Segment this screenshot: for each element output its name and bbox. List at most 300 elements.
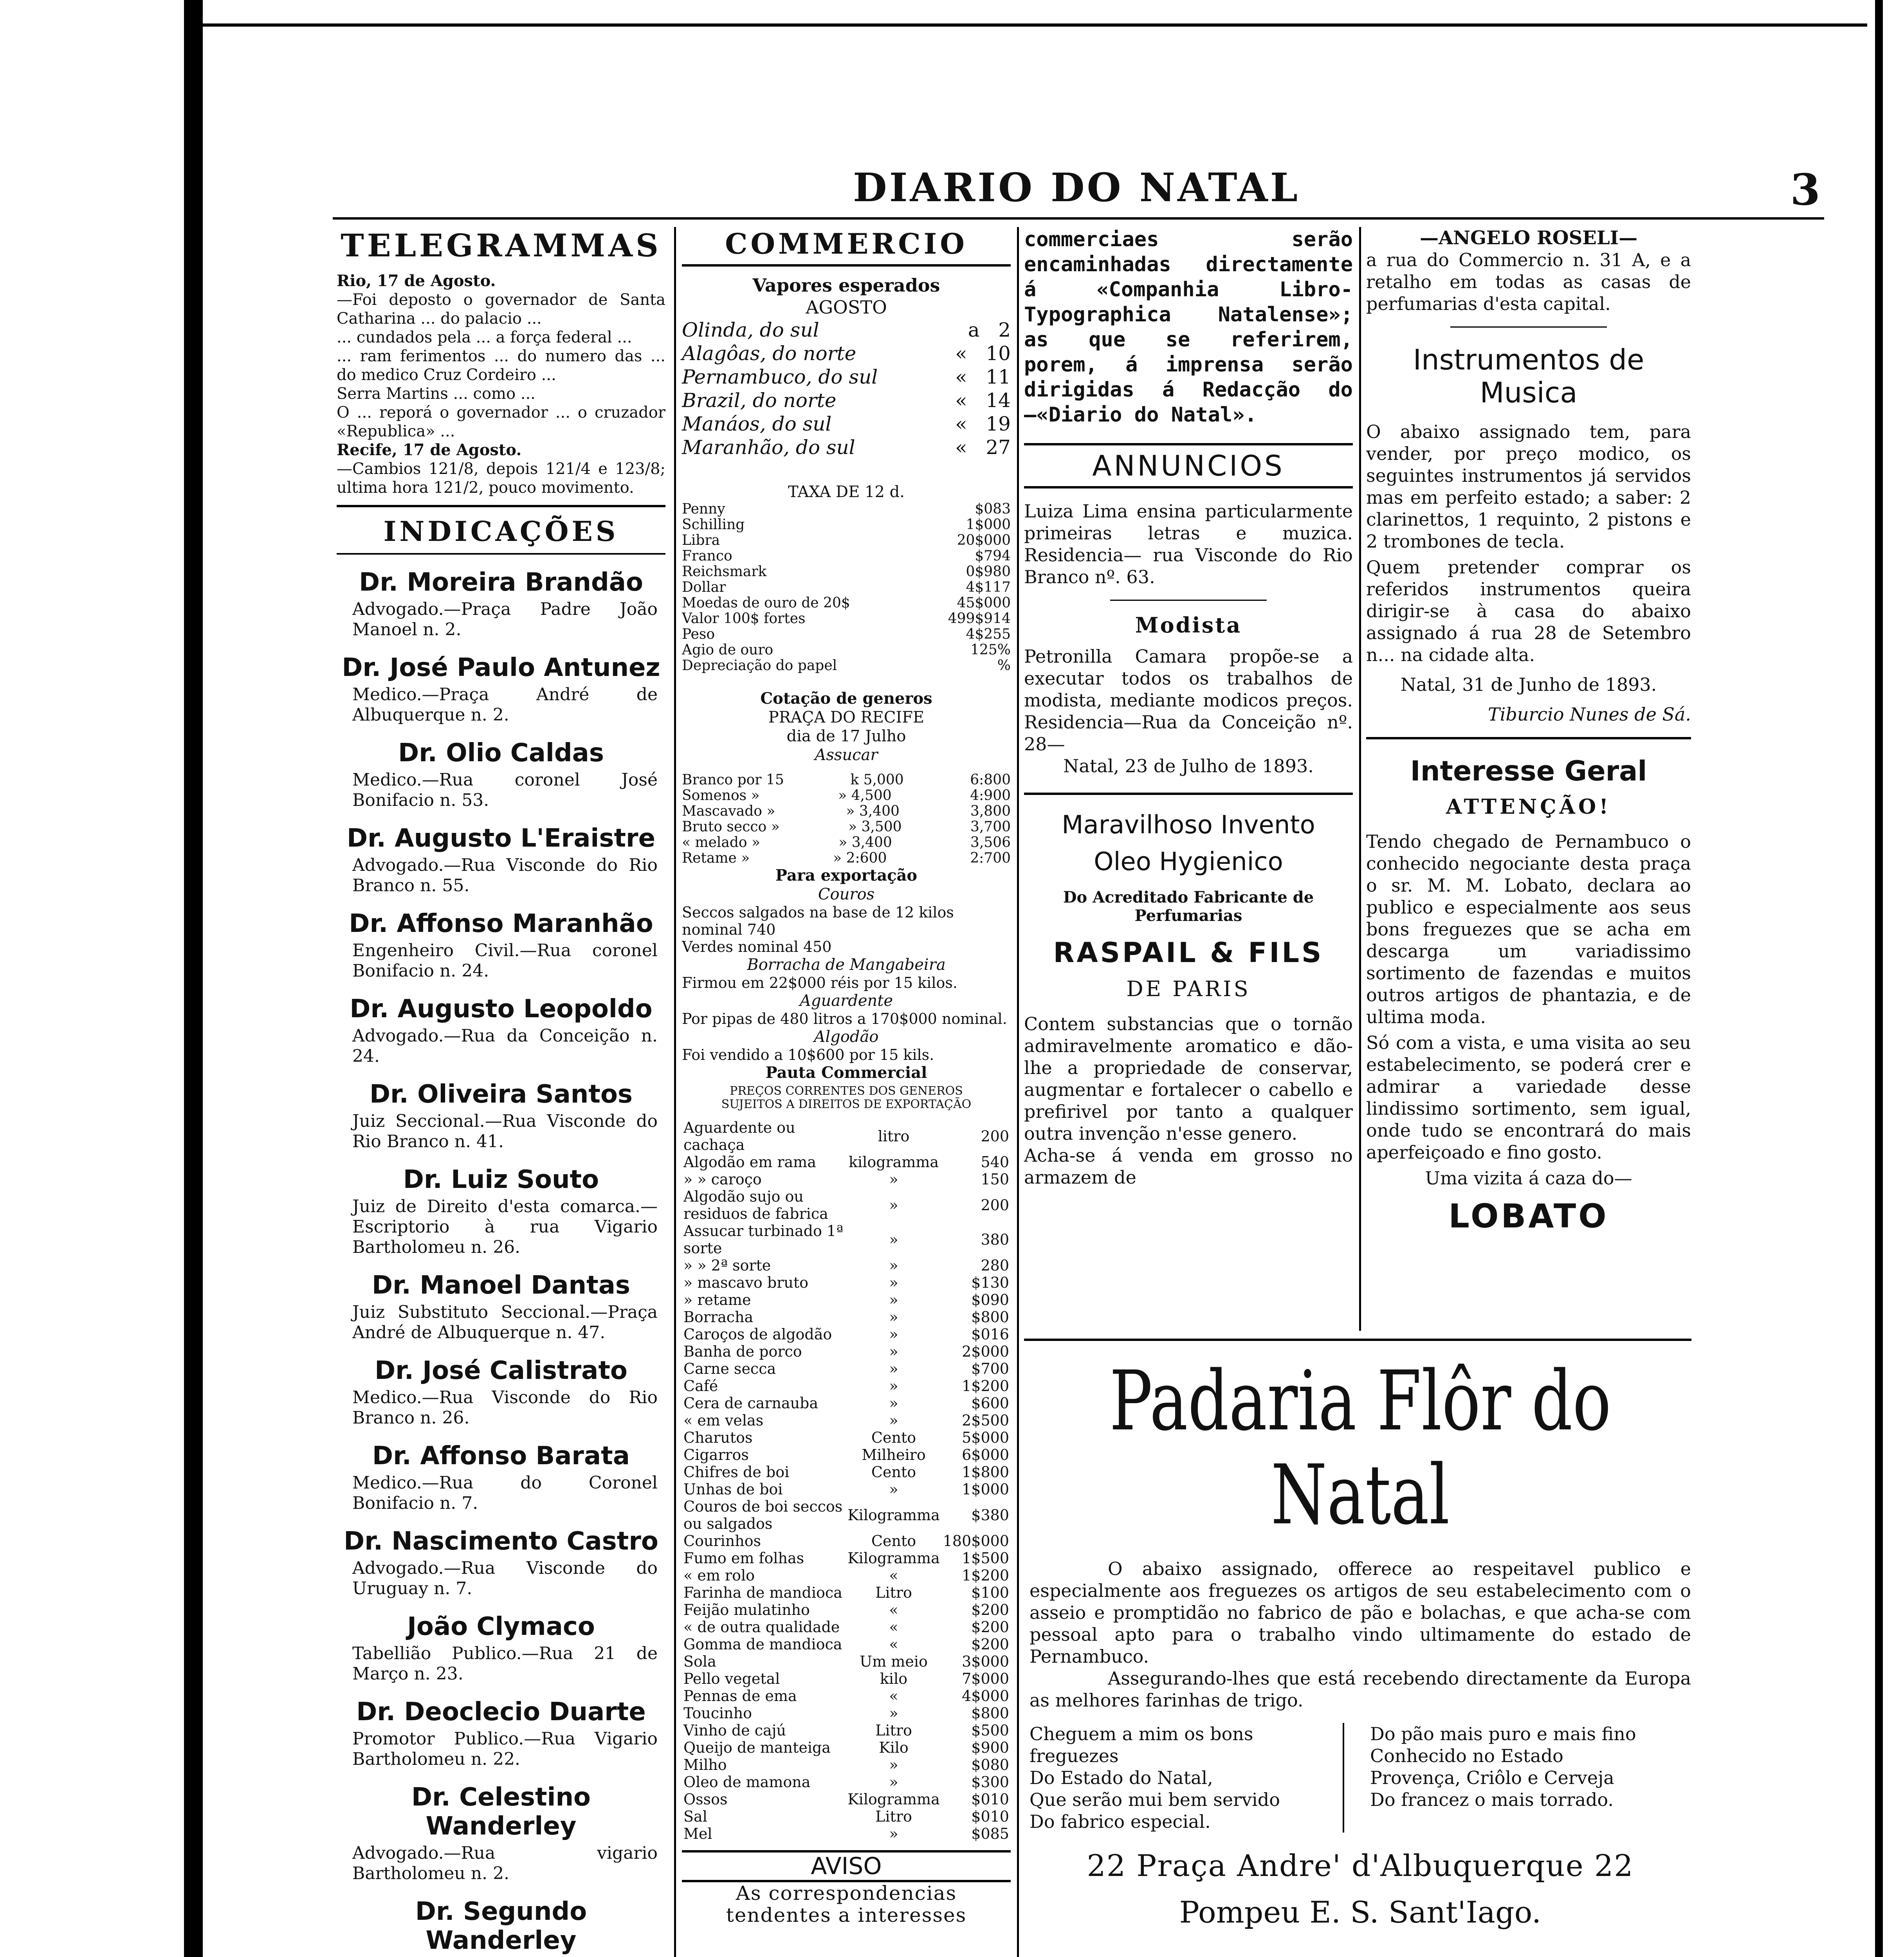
ship-mark: « [955,366,967,388]
ship-day: 19 [986,413,1011,435]
pauta-item: Mel [683,1825,712,1842]
masthead: DIARIO DO NATAL [853,164,1300,211]
pauta-price: $080 [971,1756,1009,1773]
taxa-value: 0$980 [966,564,1011,580]
ship: Alagôas, do norte [682,342,856,365]
column-divider-2 [1017,227,1019,1957]
pauta-item: Fumo em folhas [683,1550,804,1567]
assucar-price: » 3,400 [838,834,892,851]
ship: Olinda, do sul [682,319,819,341]
professional-desc: Promotor Publico.—Rua Vigario Bartholomeu n. 22. [352,1729,658,1769]
professional-desc: Medico.—Rua do Coronel Bonifacio n. 7. [352,1473,658,1513]
taxa-list [682,501,1011,674]
modista-date: Natal, 23 de Julho de 1893. [1063,755,1314,777]
professional-desc: Advogado.—Rua Visconde do Rio Branco n. 55. [352,855,658,896]
pauta-item: Farinha de mandioca [683,1584,842,1601]
verse-line: Do pão mais puro e mais fino [1370,1723,1636,1744]
ship-day: 10 [986,342,1011,365]
section-rule [337,505,665,507]
list-item [337,1271,665,1343]
aviso-box [682,1850,1011,1882]
table-row [682,1532,1011,1550]
list-item [682,412,1011,436]
pauta-item: » retame [683,1291,751,1308]
ship-day: 27 [986,436,1011,459]
verse-line: Provença, Criôlo e Cerveja [1370,1767,1614,1788]
list-item [682,772,1011,788]
pauta-unit: Milheiro [862,1446,926,1463]
taxa-key: Peso [682,626,715,642]
pauta-item: Charutos [683,1429,753,1446]
professional-name: Dr. Olio Caldas [398,739,604,768]
pauta-price: $090 [971,1291,1009,1308]
pauta-unit: Kilogramma [847,1550,940,1567]
table-row [682,1705,1011,1722]
assucar-key: Somenos » [682,787,760,804]
pauta-unit: Cento [871,1429,916,1446]
pauta-item: » » 2ª sorte [683,1257,771,1274]
table-row [682,1308,1011,1326]
pauta-unit: « [889,1636,898,1653]
telegram-line: —Foi deposto o governador de Santa Catharina ... do palacio ... [337,291,665,328]
pauta-unit: » [889,1326,898,1343]
header-rule [333,217,1824,220]
table-row [682,1825,1011,1842]
pauta-unit: » [889,1257,898,1274]
pauta-price: 280 [981,1257,1009,1274]
professional-desc: Medico.—Rua Visconde do Rio Branco n. 26. [352,1388,658,1428]
pauta-unit: » [889,1171,898,1188]
taxa-key: Reichsmark [682,564,767,580]
ship-mark: « [955,413,967,435]
list-item [337,1783,665,1884]
instr-text2: Quem pretender comprar os referidos instrumentos queira dirigir-se à casa do abaixo assignado á rua 28 de Setembro n... na cidade alta. [1366,557,1691,665]
pauta-item: Chifres de boi [683,1463,790,1481]
table-row [682,1687,1011,1705]
professional-name: Dr. Affonso Barata [372,1442,630,1470]
taxa-key: Moedas de ouro de 20$ [682,595,850,611]
professional-name: Dr. Augusto Leopoldo [350,995,653,1024]
pauta-unit: Litro [875,1722,912,1739]
pauta-price: $100 [971,1584,1009,1601]
list-item [682,365,1011,389]
assucar-price: » 3,400 [846,803,900,819]
vapores-month: AGOSTO [806,297,887,318]
pauta-item: Unhas de boi [683,1481,783,1498]
atencao: ATTENÇÃO! [1446,795,1612,819]
pauta-item: Courinhos [683,1532,761,1550]
telegram-line: Serra Martins ... como ... [337,385,536,403]
list-item [682,342,1011,365]
table-row [682,1188,1011,1222]
pauta-price: 1$500 [962,1550,1009,1567]
annuncios-box [1024,443,1353,488]
assucar-price: » 4,500 [838,787,892,804]
list-item [337,1356,665,1428]
table-row [682,1618,1011,1636]
list-item [682,389,1011,412]
page-number: 3 [1790,164,1820,215]
taxa-key: Penny [682,501,725,517]
assucar-title: Assucar [815,746,878,764]
pauta-unit: Kilogramma [847,1506,940,1524]
angelo-title: —ANGELO ROSELI— [1419,227,1638,249]
scan-top-edge [184,23,1867,27]
pauta-unit: » [889,1705,898,1722]
list-item [337,909,665,981]
invento-subtitle: Oleo Hygienico [1094,847,1283,876]
couros-verdes: Verdes nominal 450 [682,938,832,955]
pauta-unit: » [889,1395,898,1412]
taxa-key: Depreciação do papel [682,658,837,674]
aviso-title: AVISO [811,1852,882,1880]
interesse-text: Tendo chegado de Pernambuco o conhecido negociante desta praça o sr. M. M. Lobato, declara ao publico e especialmente aos seus bons freguezes que se acha em descarga um variadissimo sortimento de fazendas e muitos outros artigos de phantazia, e de ultima moda. [1366,831,1691,1027]
assucar-key: Retame » [682,850,750,866]
pauta-price: 180$000 [943,1532,1009,1550]
professional-name: Dr. Affonso Maranhão [349,909,653,938]
assucar-price2: 3,506 [970,834,1011,851]
professional-name: Dr. Nascimento Castro [344,1527,658,1556]
table-row [682,1722,1011,1739]
verse-line: Conhecido no Estado [1370,1745,1563,1766]
padaria-ad [1030,1354,1691,1930]
pauta-price: $700 [971,1360,1009,1377]
ship: Maranhão, do sul [682,436,855,459]
pauta-item: Pennas de ema [683,1687,797,1705]
pauta-unit: » [889,1825,898,1842]
pauta-item: Café [683,1377,718,1395]
taxa-value: 1$000 [966,517,1011,533]
pauta-unit: » [889,1274,898,1291]
assucar-price: » 2:600 [833,850,887,866]
taxa-title: TAXA DE 12 d. [788,483,905,501]
table-row [682,1756,1011,1773]
pauta-item: « em velas [683,1412,764,1429]
verse-right [1370,1723,1691,1833]
exportacao-title: Para exportação [775,866,918,885]
instr-date: Natal, 31 de Junho de 1893. [1400,674,1657,695]
column-1 [337,227,665,1957]
page-header [333,164,1820,215]
algodao-title: Algodão [814,1028,879,1046]
vapores-title: Vapores esperados [752,275,940,296]
section-rule [682,264,1011,267]
pauta-unit: » [889,1197,898,1214]
cotacao-place: PRAÇA DO RECIFE [768,708,925,726]
list-item [337,739,665,811]
list-item [682,595,1011,611]
table-row [682,1601,1011,1618]
borracha-text: Firmou em 22$000 réis por 15 kilos. [682,974,957,991]
professional-name: Dr. José Calistrato [375,1356,627,1385]
pauta-unit: » [889,1343,898,1360]
instr-title: Instrumentos de Musica [1413,343,1644,409]
taxa-value: $083 [975,501,1011,517]
list-item [682,658,1011,674]
pauta-item: Caroços de algodão [683,1326,832,1343]
scan-left-edge [184,0,203,1957]
taxa-key: Franco [682,548,732,564]
ad-separator [1024,793,1353,795]
borracha-title: Borracha de Mangabeira [747,956,946,974]
pauta-item: Vinho de cajú [683,1722,786,1739]
pauta-unit: » [889,1412,898,1429]
column-divider-1 [674,227,676,1957]
pauta-price: $800 [971,1705,1009,1722]
assucar-price2: 3,800 [970,803,1011,819]
taxa-key: Valor 100$ fortes [682,611,806,627]
assucar-price2: 2:700 [970,850,1011,866]
invento-brand: RASPAIL & FILS [1053,937,1324,969]
pauta-price: $085 [971,1825,1009,1842]
pauta-item: Borracha [683,1308,754,1326]
modista-text: Petronilla Camara propõe-se a executar todos os trabalhos de modista, mediante modicos preços. Residencia—Rua da Conceição nº. 28— [1024,646,1353,755]
pauta-item: Gomma de mandioca [683,1636,842,1653]
vapores-list [682,318,1011,459]
pauta-item: « em rolo [683,1567,755,1584]
pauta-table [682,1119,1011,1842]
column-2 [682,227,1011,1926]
pauta-unit: kilo [880,1670,908,1687]
list-item [682,611,1011,627]
ad-separator [1110,600,1267,601]
table-row [682,1119,1011,1153]
column-4 [1366,227,1691,1235]
taxa-value: % [997,658,1011,674]
telegram-line: —Cambios 121/8, depois 121/4 e 123/8; ultima hora 121/2, pouco movimento. [337,460,665,497]
pauta-item: Couros de boi seccos ou salgados [683,1498,843,1532]
table-row [682,1326,1011,1343]
taxa-value: $794 [975,548,1011,564]
pauta-unit: kilogramma [848,1153,939,1171]
pauta-unit: Cento [871,1532,916,1550]
padaria-top-rule [1024,1339,1691,1341]
pauta-price: $010 [971,1808,1009,1825]
taxa-key: Schilling [682,517,745,533]
table-row [682,1291,1011,1308]
list-item [337,1897,665,1957]
table-row [682,1550,1011,1567]
pauta-price: 1$800 [962,1463,1009,1481]
verse-line: Do fabrico especial. [1030,1811,1211,1832]
pauta-price: 2$500 [962,1412,1009,1429]
professional-name: Dr. Segundo Wanderley [415,1897,587,1955]
pauta-price: $016 [971,1326,1009,1343]
invento-city: DE PARIS [1126,977,1251,1001]
taxa-key: Libra [682,532,720,548]
pauta-item: Sal [683,1808,707,1825]
assucar-key: Branco por 15 [682,772,784,788]
cotacao-date: dia de 17 Julho [786,727,906,745]
instr-signature: Tiburcio Nunes de Sá. [1488,704,1691,725]
taxa-value: 45$000 [957,595,1011,611]
pauta-item: Feijão mulatinho [683,1601,810,1618]
professional-name: Dr. José Paulo Antunez [342,653,660,682]
assucar-key: Mascavado » [682,803,775,819]
ship: Pernambuco, do sul [682,366,878,388]
pauta-price: 1$000 [962,1481,1009,1498]
list-item [682,627,1011,642]
telegram-line: ... ram ferimentos ... do numero das ... do medico Cruz Cordeiro ... [337,347,665,384]
pauta-price: $900 [971,1739,1009,1756]
list-item [682,642,1011,658]
pauta-price: $200 [971,1601,1009,1618]
pauta-price: 4$000 [962,1687,1009,1705]
taxa-value: 4$117 [966,579,1011,595]
interesse-text3: Uma vizita á caza do— [1425,1168,1632,1189]
table-row [682,1412,1011,1429]
pauta-price: $300 [971,1773,1009,1791]
pauta-unit: » [889,1481,898,1498]
pauta-price: 7$000 [962,1670,1009,1687]
professional-desc: Medico.—Rua coronel José Bonifacio n. 53. [352,770,658,810]
ship-day: 2 [998,319,1011,341]
invento-sale: Acha-se á venda em grosso no armazem de [1024,1145,1353,1188]
assucar-price2: 3,700 [970,819,1011,835]
pauta-price: 540 [981,1153,1009,1171]
lobato-name: LOBATO [1448,1197,1609,1235]
pauta-price: 2$000 [962,1343,1009,1360]
telegram-line: ... cundados pela ... a força federal ... [337,328,632,346]
pauta-subtitle: PREÇOS CORRENTES DOS GENEROS SUJEITOS A DIREITOS DE EXPORTAÇÃO [721,1084,972,1111]
professional-name: Dr. Augusto L'Eraistre [347,824,655,853]
taxa-key: Dollar [682,579,726,595]
pauta-unit: litro [878,1128,910,1145]
invento-text: Contem substancias que o tornão admiravelmente aromatico e dão-lhe a propriedade de conservar, augmentar e fortalecer o cabello e prefirivel por tanto a qualquer outra invenção n'esse genero. [1024,1013,1353,1144]
table-row [682,1446,1011,1463]
list-item [682,580,1011,595]
table-row [682,1739,1011,1756]
verse-line: Do francez o mais torrado. [1370,1789,1614,1810]
pauta-item: Algodão sujo ou residuos de fabrica [683,1188,828,1222]
pauta-item: Ossos [683,1791,728,1808]
column-divider-3 [1359,227,1361,1331]
pauta-price: 150 [981,1171,1009,1188]
pauta-price: 380 [981,1231,1009,1248]
table-row [682,1274,1011,1291]
ship-day: 14 [986,389,1011,412]
annuncios-title: ANNUNCIOS [1092,449,1285,482]
list-item [682,318,1011,342]
pauta-item: Toucinho [683,1705,752,1722]
pauta-price: $200 [971,1618,1009,1636]
professional-desc: Advogado.—Rua vigario Bartholomeu n. 2. [352,1843,658,1883]
table-row [682,1153,1011,1171]
list-item [682,564,1011,580]
pauta-price: 6$000 [962,1446,1009,1463]
modista-title: Modista [1135,613,1242,638]
couros-text: Seccos salgados na base de 12 kilos nominal 740 [682,904,954,938]
pauta-item: Milho [683,1756,727,1773]
continued-notice: commerciaes serão encaminhadas directamente á «Companhia Libro-Typographica Natalense»; as que se referirem, porem, á imprensa serão dirigidas á Redacção do—«Diario do Natal». [1024,228,1353,427]
ship-day: 11 [986,366,1011,388]
list-item [682,517,1011,533]
professional-name: Dr. Celestino Wanderley [411,1783,591,1841]
luiza-ad: Luiza Lima ensina particularmente primeiras letras e muzica. Residencia— rua Visconde do Rio Branco nº. 63. [1024,501,1353,587]
aguardente-text: Por pipas de 480 litros a 170$000 nominal. [682,1010,1007,1027]
table-row [682,1257,1011,1274]
pauta-unit: « [889,1601,898,1618]
list-item [337,1080,665,1152]
professional-desc: Advogado.—Rua Visconde do Uruguay n. 7. [352,1558,658,1598]
pauta-item: « de outra qualidade [683,1618,840,1636]
instr-text: O abaixo assignado tem, para vender, por preço modico, os seguintes instrumentos já servidos mas em perfeito estado; a saber: 2 clarinettos, 1 requinto, 2 pistons e 2 trombones de tecla. [1366,421,1691,552]
table-row [682,1670,1011,1687]
pauta-item: Banha de porco [683,1343,802,1360]
list-item [682,819,1011,835]
pauta-price: 3$000 [962,1653,1009,1670]
ship-mark: a [968,319,980,341]
invento-by: Do Acreditado Fabricante de Perfumarias [1063,888,1314,925]
list-item [337,1527,665,1599]
pauta-title: Pauta Commercial [765,1063,927,1082]
verse-line: Que serão mui bem servido [1030,1789,1280,1810]
table-row [682,1584,1011,1601]
pauta-unit: Kilogramma [847,1791,940,1808]
ship-mark: « [955,342,967,365]
pauta-unit: » [889,1360,898,1377]
pauta-price: $130 [971,1274,1009,1291]
list-item [682,436,1011,459]
assucar-price2: 6:800 [970,772,1011,788]
table-row [682,1463,1011,1481]
assucar-price: k 5,000 [850,772,904,788]
pauta-item: Cera de carnauba [683,1395,819,1412]
scan-right-edge [1875,0,1883,1957]
interesse-title: Interesse Geral [1410,755,1647,787]
pauta-item: Algodão em rama [683,1153,816,1171]
taxa-key: Agio de ouro [682,642,774,658]
table-row [682,1498,1011,1532]
list-item [682,548,1011,564]
telegrams-body [337,272,665,497]
pauta-item: Assucar turbinado 1ª sorte [683,1222,844,1257]
list-item [337,1698,665,1770]
pauta-price: 1$200 [962,1377,1009,1395]
padaria-text1: O abaixo assignado, offerece ao respeitavel publico e especialmente aos freguezes os artigos de seu estabelecimento com o asseio e promptidão no fabrico de pão e bolachas, e que acha-se com pessoal apto para o trabalho vindo ultimamente do estado de Pernambuco. [1030,1558,1691,1667]
pauta-item: Pello vegetal [683,1670,780,1687]
professional-name: Dr. Luiz Souto [403,1165,599,1194]
list-item [682,788,1011,804]
padaria-address: 22 Praça Andre' d'Albuquerque 22 [1087,1848,1634,1883]
pauta-price: $800 [971,1308,1009,1326]
pauta-unit: » [889,1231,898,1248]
pauta-price: 200 [981,1197,1009,1214]
ad-separator [1366,737,1691,739]
commercio-title: COMMERCIO [725,227,968,260]
pauta-unit: Cento [871,1463,916,1481]
verse-left [1030,1723,1344,1833]
pauta-unit: Kilo [879,1739,909,1756]
list-item [337,1165,665,1258]
table-row [682,1773,1011,1791]
pauta-unit: » [889,1756,898,1773]
list-item [337,995,665,1067]
couros-title: Couros [818,885,875,903]
pauta-price: $600 [971,1395,1009,1412]
pauta-price: 1$200 [962,1567,1009,1584]
pauta-item: Carne secca [683,1360,776,1377]
assucar-list [682,772,1011,866]
professional-name: Dr. Moreira Brandão [359,568,643,597]
table-row [682,1360,1011,1377]
pauta-unit: Litro [875,1584,912,1601]
pauta-unit: » [889,1773,898,1791]
padaria-owner: Pompeu E. S. Sant'Iago. [1179,1895,1542,1930]
professional-desc: Advogado.—Praça Padre João Manoel n. 2. [352,599,658,640]
list-item [682,851,1011,866]
table-row [682,1222,1011,1257]
